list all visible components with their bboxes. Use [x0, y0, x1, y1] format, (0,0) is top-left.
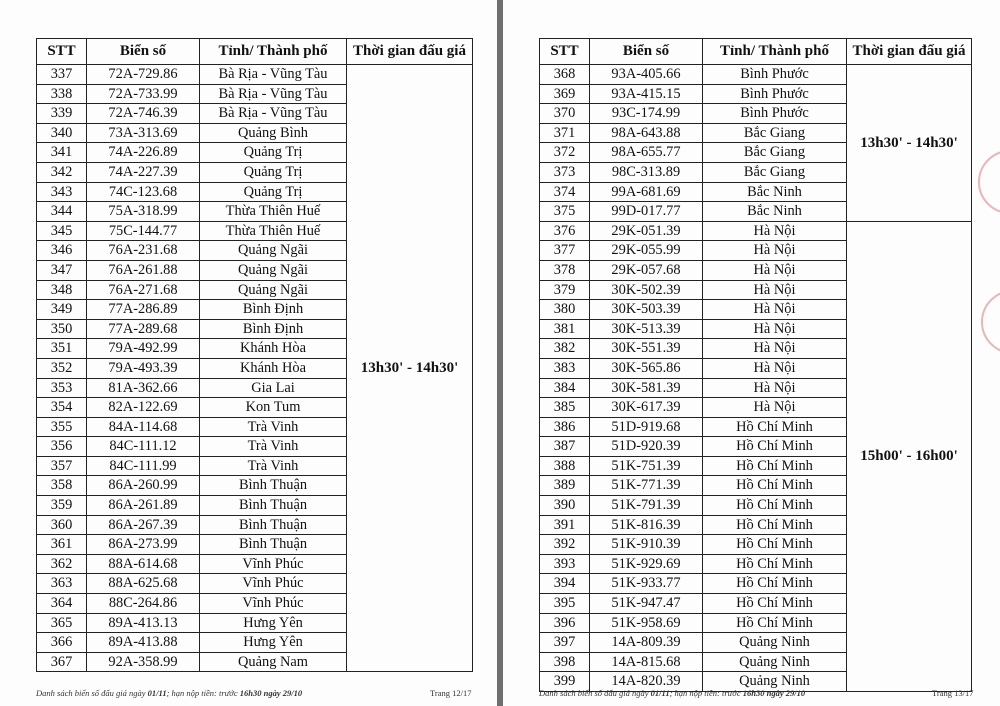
row-province: Hà Nội — [703, 300, 847, 320]
footer-note — [539, 688, 805, 698]
row-province: Vĩnh Phúc — [200, 594, 347, 614]
row-plate: 88A-625.68 — [87, 574, 200, 594]
auction-table-left — [36, 38, 473, 672]
red-stamp-top — [978, 150, 1000, 214]
row-province: Hồ Chí Minh — [703, 456, 847, 476]
row-plate: 81A-362.66 — [87, 378, 200, 398]
row-stt: 372 — [540, 143, 590, 163]
row-plate: 51K-933.77 — [590, 574, 703, 594]
row-province: Hồ Chí Minh — [703, 515, 847, 535]
row-plate: 51K-910.39 — [590, 535, 703, 555]
header-province: Tỉnh/ Thành phố — [200, 39, 347, 65]
row-stt: 347 — [37, 260, 87, 280]
row-plate: 84A-114.68 — [87, 417, 200, 437]
footer-middle: ; hạn nộp tiền: trước — [669, 688, 741, 698]
row-plate: 51D-920.39 — [590, 437, 703, 457]
row-stt: 397 — [540, 633, 590, 653]
row-province: Quảng Bình — [200, 123, 347, 143]
header-time: Thời gian đấu giá — [847, 39, 972, 65]
row-plate: 74C-123.68 — [87, 182, 200, 202]
row-stt: 338 — [37, 84, 87, 104]
row-plate: 84C-111.99 — [87, 456, 200, 476]
row-province: Bà Rịa - Vũng Tàu — [200, 104, 347, 124]
row-province: Trà Vinh — [200, 437, 347, 457]
row-plate: 86A-260.99 — [87, 476, 200, 496]
row-plate: 98C-313.89 — [590, 162, 703, 182]
row-plate: 73A-313.69 — [87, 123, 200, 143]
row-stt: 375 — [540, 202, 590, 222]
row-plate: 92A-358.99 — [87, 652, 200, 672]
row-plate: 79A-492.99 — [87, 339, 200, 359]
header-plate: Biển số — [590, 39, 703, 65]
row-stt: 388 — [540, 456, 590, 476]
row-plate: 29K-055.99 — [590, 241, 703, 261]
row-province: Hồ Chí Minh — [703, 613, 847, 633]
auction-table-right — [539, 38, 972, 692]
row-stt: 346 — [37, 241, 87, 261]
row-plate: 93C-174.99 — [590, 104, 703, 124]
row-plate: 51K-791.39 — [590, 496, 703, 516]
row-province: Hà Nội — [703, 378, 847, 398]
row-province: Hà Nội — [703, 339, 847, 359]
auction-time-slot: 13h30' - 14h30' — [847, 65, 972, 222]
row-plate: 14A-815.68 — [590, 652, 703, 672]
row-plate: 89A-413.88 — [87, 633, 200, 653]
row-stt: 356 — [37, 437, 87, 457]
row-stt: 345 — [37, 221, 87, 241]
row-stt: 354 — [37, 398, 87, 418]
row-province: Hồ Chí Minh — [703, 554, 847, 574]
row-province: Gia Lai — [200, 378, 347, 398]
row-province: Quảng Ninh — [703, 672, 847, 692]
row-plate: 72A-746.39 — [87, 104, 200, 124]
row-stt: 369 — [540, 84, 590, 104]
row-province: Bình Phước — [703, 84, 847, 104]
header-plate: Biển số — [87, 39, 200, 65]
row-province: Khánh Hòa — [200, 339, 347, 359]
table-row — [37, 65, 473, 85]
row-stt: 391 — [540, 515, 590, 535]
row-plate: 30K-581.39 — [590, 378, 703, 398]
row-province: Quảng Ngãi — [200, 241, 347, 261]
row-stt: 348 — [37, 280, 87, 300]
row-province: Quảng Ninh — [703, 633, 847, 653]
row-province: Bình Thuận — [200, 496, 347, 516]
row-stt: 350 — [37, 319, 87, 339]
row-plate: 51K-816.39 — [590, 515, 703, 535]
row-plate: 30K-565.86 — [590, 358, 703, 378]
row-plate: 30K-502.39 — [590, 280, 703, 300]
footer-deadline: 16h30 ngày 29/10 — [742, 688, 806, 698]
row-province: Bà Rịa - Vũng Tàu — [200, 84, 347, 104]
row-province: Hồ Chí Minh — [703, 476, 847, 496]
row-province: Bình Thuận — [200, 535, 347, 555]
row-stt: 396 — [540, 613, 590, 633]
row-stt: 361 — [37, 535, 87, 555]
row-province: Hồ Chí Minh — [703, 574, 847, 594]
right-page — [503, 0, 1000, 706]
row-plate: 72A-733.99 — [87, 84, 200, 104]
left-page — [0, 0, 497, 706]
row-plate: 88C-264.86 — [87, 594, 200, 614]
header-stt: STT — [540, 39, 590, 65]
row-province: Kon Tum — [200, 398, 347, 418]
row-province: Bình Thuận — [200, 476, 347, 496]
row-plate: 76A-261.88 — [87, 260, 200, 280]
row-plate: 51K-929.69 — [590, 554, 703, 574]
row-plate: 29K-057.68 — [590, 260, 703, 280]
row-stt: 341 — [37, 143, 87, 163]
footer-date: 01/11 — [147, 688, 167, 698]
row-stt: 373 — [540, 162, 590, 182]
row-province: Bình Thuận — [200, 515, 347, 535]
row-province: Hà Nội — [703, 358, 847, 378]
row-province: Vĩnh Phúc — [200, 554, 347, 574]
row-stt: 389 — [540, 476, 590, 496]
row-plate: 51K-958.69 — [590, 613, 703, 633]
row-stt: 366 — [37, 633, 87, 653]
row-stt: 339 — [37, 104, 87, 124]
row-plate: 93A-405.66 — [590, 65, 703, 85]
row-plate: 79A-493.39 — [87, 358, 200, 378]
row-province: Quảng Ninh — [703, 652, 847, 672]
row-stt: 377 — [540, 241, 590, 261]
row-plate: 30K-551.39 — [590, 339, 703, 359]
row-province: Quảng Trị — [200, 143, 347, 163]
red-stamp-bottom — [981, 290, 1000, 354]
row-stt: 359 — [37, 496, 87, 516]
footer-date: 01/11 — [650, 688, 670, 698]
row-stt: 374 — [540, 182, 590, 202]
row-stt: 368 — [540, 65, 590, 85]
row-stt: 399 — [540, 672, 590, 692]
row-stt: 390 — [540, 496, 590, 516]
row-province: Bắc Giang — [703, 123, 847, 143]
row-province: Hà Nội — [703, 319, 847, 339]
row-province: Quảng Nam — [200, 652, 347, 672]
footer-middle: ; hạn nộp tiền: trước — [166, 688, 238, 698]
row-stt: 383 — [540, 358, 590, 378]
row-stt: 362 — [37, 554, 87, 574]
row-stt: 352 — [37, 358, 87, 378]
row-province: Thừa Thiên Huế — [200, 221, 347, 241]
row-plate: 14A-820.39 — [590, 672, 703, 692]
row-plate: 77A-289.68 — [87, 319, 200, 339]
row-stt: 360 — [37, 515, 87, 535]
footer-deadline: 16h30 ngày 29/10 — [239, 688, 303, 698]
row-plate: 30K-503.39 — [590, 300, 703, 320]
row-province: Bắc Giang — [703, 143, 847, 163]
table-header-row — [37, 39, 473, 65]
row-plate: 51D-919.68 — [590, 417, 703, 437]
row-stt: 340 — [37, 123, 87, 143]
row-province: Bình Định — [200, 300, 347, 320]
row-stt: 355 — [37, 417, 87, 437]
row-stt: 398 — [540, 652, 590, 672]
footer-note — [36, 688, 302, 698]
row-plate: 86A-267.39 — [87, 515, 200, 535]
row-stt: 357 — [37, 456, 87, 476]
footer-prefix: Danh sách biển số đấu giá ngày — [36, 688, 146, 698]
row-province: Quảng Trị — [200, 162, 347, 182]
row-plate: 86A-261.89 — [87, 496, 200, 516]
page-number: Trang 12/17 — [430, 688, 472, 698]
row-province: Hồ Chí Minh — [703, 417, 847, 437]
row-plate: 98A-655.77 — [590, 143, 703, 163]
row-plate: 98A-643.88 — [590, 123, 703, 143]
row-province: Bình Phước — [703, 104, 847, 124]
footer-prefix: Danh sách biển số đấu giá ngày — [539, 688, 649, 698]
row-plate: 84C-111.12 — [87, 437, 200, 457]
page-number: Trang 13/17 — [932, 688, 974, 698]
row-plate: 77A-286.89 — [87, 300, 200, 320]
row-stt: 381 — [540, 319, 590, 339]
header-stt: STT — [37, 39, 87, 65]
row-plate: 93A-415.15 — [590, 84, 703, 104]
row-stt: 337 — [37, 65, 87, 85]
row-province: Bình Định — [200, 319, 347, 339]
row-plate: 82A-122.69 — [87, 398, 200, 418]
row-province: Hà Nội — [703, 398, 847, 418]
row-province: Hưng Yên — [200, 633, 347, 653]
row-plate: 99D-017.77 — [590, 202, 703, 222]
row-stt: 378 — [540, 260, 590, 280]
row-plate: 74A-227.39 — [87, 162, 200, 182]
row-stt: 382 — [540, 339, 590, 359]
row-plate: 99A-681.69 — [590, 182, 703, 202]
row-province: Bà Rịa - Vũng Tàu — [200, 65, 347, 85]
row-stt: 395 — [540, 594, 590, 614]
row-stt: 364 — [37, 594, 87, 614]
row-province: Bình Phước — [703, 65, 847, 85]
table-body — [540, 65, 972, 692]
row-plate: 14A-809.39 — [590, 633, 703, 653]
row-stt: 342 — [37, 162, 87, 182]
row-province: Hồ Chí Minh — [703, 535, 847, 555]
row-province: Hồ Chí Minh — [703, 594, 847, 614]
row-province: Hà Nội — [703, 260, 847, 280]
row-province: Trà Vinh — [200, 456, 347, 476]
row-province: Hồ Chí Minh — [703, 496, 847, 516]
row-province: Trà Vinh — [200, 417, 347, 437]
row-plate: 88A-614.68 — [87, 554, 200, 574]
row-stt: 365 — [37, 613, 87, 633]
row-province: Hưng Yên — [200, 613, 347, 633]
row-plate: 51K-771.39 — [590, 476, 703, 496]
row-plate: 76A-231.68 — [87, 241, 200, 261]
row-province: Khánh Hòa — [200, 358, 347, 378]
header-time: Thời gian đấu giá — [347, 39, 473, 65]
row-plate: 75A-318.99 — [87, 202, 200, 222]
table-row — [540, 65, 972, 85]
row-stt: 353 — [37, 378, 87, 398]
row-stt: 385 — [540, 398, 590, 418]
row-stt: 349 — [37, 300, 87, 320]
row-plate: 30K-513.39 — [590, 319, 703, 339]
header-province: Tỉnh/ Thành phố — [703, 39, 847, 65]
row-plate: 51K-947.47 — [590, 594, 703, 614]
row-stt: 392 — [540, 535, 590, 555]
row-stt: 386 — [540, 417, 590, 437]
row-province: Quảng Ngãi — [200, 260, 347, 280]
row-plate: 86A-273.99 — [87, 535, 200, 555]
row-stt: 371 — [540, 123, 590, 143]
row-stt: 376 — [540, 221, 590, 241]
row-province: Quảng Ngãi — [200, 280, 347, 300]
row-province: Vĩnh Phúc — [200, 574, 347, 594]
row-stt: 370 — [540, 104, 590, 124]
table-header-row — [540, 39, 972, 65]
row-stt: 384 — [540, 378, 590, 398]
auction-time-slot: 13h30' - 14h30' — [347, 65, 473, 672]
row-stt: 343 — [37, 182, 87, 202]
table-body — [37, 65, 473, 672]
row-stt: 379 — [540, 280, 590, 300]
row-province: Bắc Ninh — [703, 202, 847, 222]
table-row — [540, 221, 972, 241]
row-province: Hà Nội — [703, 221, 847, 241]
row-stt: 393 — [540, 554, 590, 574]
row-province: Hồ Chí Minh — [703, 437, 847, 457]
row-stt: 387 — [540, 437, 590, 457]
row-plate: 74A-226.89 — [87, 143, 200, 163]
row-stt: 380 — [540, 300, 590, 320]
row-stt: 363 — [37, 574, 87, 594]
row-province: Hà Nội — [703, 280, 847, 300]
row-plate: 72A-729.86 — [87, 65, 200, 85]
row-stt: 367 — [37, 652, 87, 672]
row-stt: 358 — [37, 476, 87, 496]
row-province: Bắc Ninh — [703, 182, 847, 202]
row-province: Quảng Trị — [200, 182, 347, 202]
row-stt: 394 — [540, 574, 590, 594]
row-province: Hà Nội — [703, 241, 847, 261]
auction-time-slot: 15h00' - 16h00' — [847, 221, 972, 691]
row-stt: 344 — [37, 202, 87, 222]
row-province: Bắc Giang — [703, 162, 847, 182]
row-stt: 351 — [37, 339, 87, 359]
row-province: Thừa Thiên Huế — [200, 202, 347, 222]
row-plate: 51K-751.39 — [590, 456, 703, 476]
row-plate: 30K-617.39 — [590, 398, 703, 418]
row-plate: 76A-271.68 — [87, 280, 200, 300]
row-plate: 29K-051.39 — [590, 221, 703, 241]
row-plate: 75C-144.77 — [87, 221, 200, 241]
row-plate: 89A-413.13 — [87, 613, 200, 633]
